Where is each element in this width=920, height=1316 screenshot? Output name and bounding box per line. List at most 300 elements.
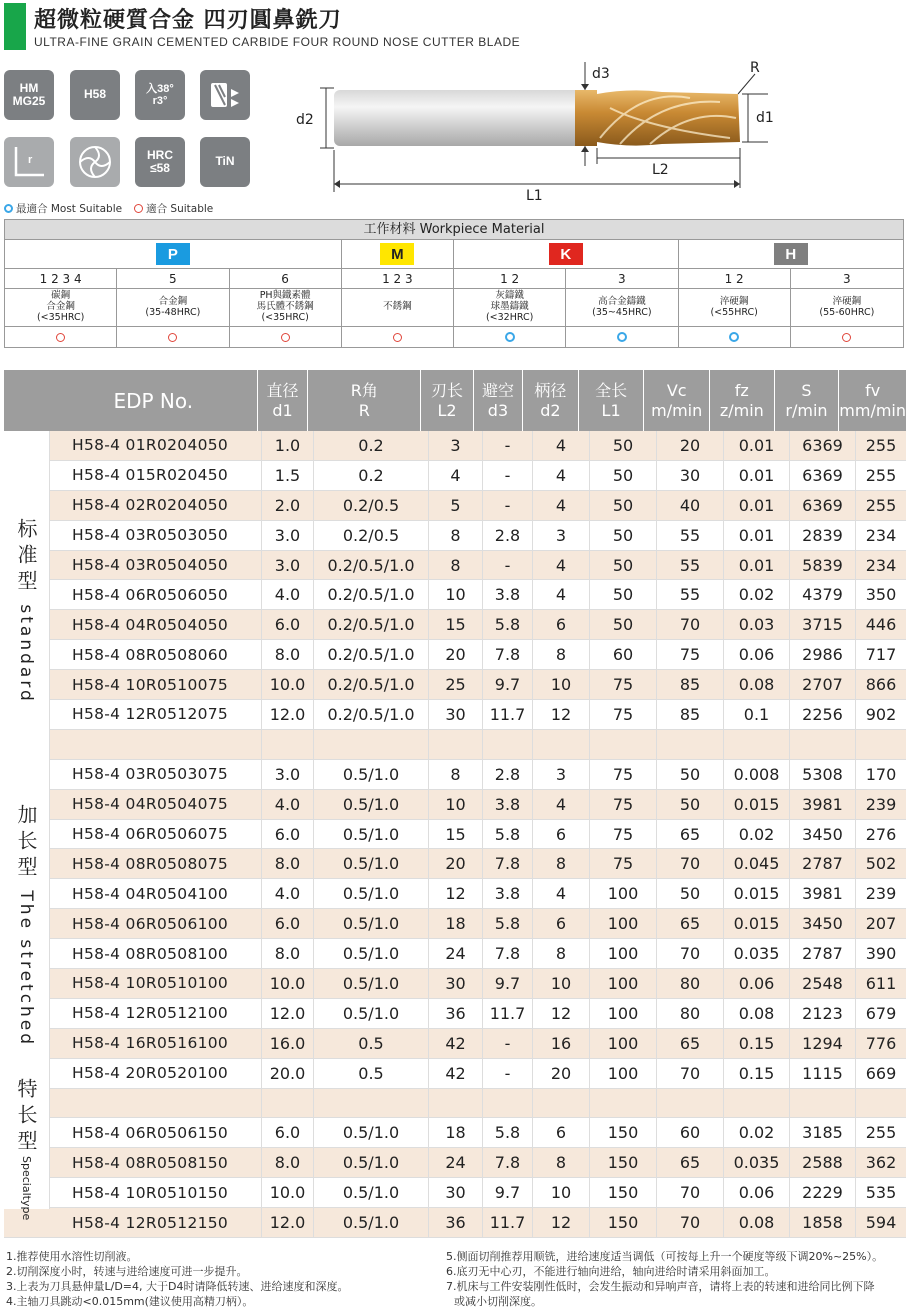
table-cell: 55 — [657, 551, 724, 580]
table-cell: - — [483, 491, 533, 520]
table-cell: 0.5/1.0 — [314, 939, 429, 968]
table-cell: 255 — [865, 1123, 897, 1143]
table-cell: 11.7 — [483, 1208, 533, 1237]
table-cell: 4 — [533, 491, 590, 520]
table-cell: 85 — [657, 700, 724, 729]
table-cell: 5839 — [790, 551, 856, 580]
column-header-line: 柄径 — [534, 381, 567, 401]
table-cell: 16.0 — [262, 1029, 314, 1058]
material-suit-cell — [5, 327, 117, 347]
table-row — [4, 1208, 906, 1238]
table-cell: 4 — [533, 551, 590, 580]
column-header-line: 避空 — [481, 381, 514, 401]
table-cell: 70 — [657, 610, 724, 639]
table-cell: 9.7 — [483, 1178, 533, 1207]
table-cell: 75 — [590, 670, 657, 699]
table-cell — [590, 1089, 657, 1118]
suitable-icon — [168, 333, 177, 342]
column-header — [258, 370, 309, 431]
table-cell: 866 — [865, 675, 897, 695]
table-cell: 0.2/0.5/1.0 — [314, 670, 429, 699]
material-group-p — [5, 240, 342, 268]
column-header-line: L1 — [601, 400, 621, 420]
suitability-legend: 最適合 Most Suitable 適合 Suitable — [4, 201, 213, 216]
table-cell: 50 — [657, 879, 724, 908]
material-group-k — [454, 240, 679, 268]
table-cell: 6 — [533, 610, 590, 639]
material-descriptions — [5, 289, 903, 327]
material-desc-line: PH與鐵素體 — [259, 290, 311, 302]
table-row — [4, 849, 906, 879]
table-cell: 8 — [429, 551, 483, 580]
material-suit-cell — [679, 327, 791, 347]
table-cell: 3.8 — [483, 580, 533, 609]
table-cell: 30 — [657, 461, 724, 490]
table-cell: 50 — [590, 461, 657, 490]
table-cell: 5308 — [790, 760, 856, 789]
table-cell: 12 — [533, 1208, 590, 1237]
table-cell: 80 — [657, 999, 724, 1028]
table-cell: 3 — [429, 431, 483, 460]
material-desc — [791, 289, 903, 326]
table-cell: 0.015 — [724, 909, 790, 938]
material-suit-cell — [791, 327, 903, 347]
table-cell: 6.0 — [262, 909, 314, 938]
table-cell: 717 — [865, 645, 897, 665]
table-cell: 0.5/1.0 — [314, 849, 429, 878]
column-header — [775, 370, 840, 431]
note-line: 5.侧面切削推荐用顺铣，进给速度适当调低（可按每上升一个硬度等级下调20%~25%）。 — [446, 1250, 884, 1263]
table-cell: 85 — [657, 670, 724, 699]
table-cell: 8 — [533, 1148, 590, 1177]
table-cell: 0.5/1.0 — [314, 820, 429, 849]
table-cell: 0.02 — [724, 580, 790, 609]
column-header — [4, 370, 258, 431]
column-header — [579, 370, 645, 431]
column-header — [523, 370, 579, 431]
table-cell: 70 — [657, 1208, 724, 1237]
table-cell: 6369 — [790, 431, 856, 460]
table-cell: 4.0 — [262, 790, 314, 819]
table-cell — [262, 730, 314, 759]
table-cell: 0.01 — [724, 521, 790, 550]
table-cell: 0.015 — [724, 790, 790, 819]
material-grade: 3 — [566, 269, 678, 288]
table-cell: 9.7 — [483, 969, 533, 998]
table-cell: 776 — [865, 1033, 897, 1053]
table-cell: 80 — [657, 969, 724, 998]
table-cell: 0.015 — [724, 879, 790, 908]
table-cell: 75 — [590, 700, 657, 729]
table-cell: - — [483, 1029, 533, 1058]
table-cell: 6369 — [790, 491, 856, 520]
table-cell: 7.8 — [483, 640, 533, 669]
table-cell: 6.0 — [262, 610, 314, 639]
table-cell: 390 — [865, 944, 897, 964]
table-cell: 4 — [533, 461, 590, 490]
table-cell: 535 — [865, 1183, 897, 1203]
table-cell: 100 — [590, 909, 657, 938]
table-cell: - — [483, 461, 533, 490]
material-suit-cell — [117, 327, 229, 347]
table-cell: 0.01 — [724, 551, 790, 580]
table-cell: 11.7 — [483, 999, 533, 1028]
table-cell: 1858 — [790, 1208, 856, 1237]
table-cell: 3715 — [790, 610, 856, 639]
table-row — [4, 969, 906, 999]
page-subtitle: ULTRA-FINE GRAIN CEMENTED CARBIDE FOUR ROUND NOSE CUTTER BLADE — [34, 35, 521, 49]
product-table — [4, 370, 906, 1238]
column-header — [839, 370, 906, 431]
material-grade: 1 2 3 — [342, 269, 454, 288]
table-cell: 2.0 — [262, 491, 314, 520]
table-cell: 0.5/1.0 — [314, 1118, 429, 1147]
l1-label: L1 — [526, 188, 543, 204]
column-header — [308, 370, 421, 431]
material-desc-line: (<35HRC) — [36, 311, 85, 323]
table-cell — [856, 730, 906, 759]
table-cell: 8.0 — [262, 640, 314, 669]
edp-cell: H58-4 08R0508075 — [50, 849, 262, 878]
material-desc-line: (35~45HRC) — [592, 306, 652, 318]
column-header — [474, 370, 523, 431]
table-cell: 207 — [865, 914, 897, 934]
table-cell: 25 — [429, 670, 483, 699]
table-cell: 20.0 — [262, 1059, 314, 1088]
edp-cell: H58-4 12R0512150 — [50, 1208, 262, 1237]
hardness-h58-icon: H58 — [70, 70, 120, 120]
table-cell: 150 — [590, 1148, 657, 1177]
table-row — [4, 760, 906, 790]
material-suitability — [5, 327, 903, 347]
edp-cell: H58-4 10R0510075 — [50, 670, 262, 699]
table-cell: 4 — [533, 580, 590, 609]
column-header-line: d3 — [487, 400, 509, 420]
table-cell: 8 — [533, 849, 590, 878]
table-cell: 2256 — [790, 700, 856, 729]
table-cell: 0.06 — [724, 640, 790, 669]
table-cell — [429, 1089, 483, 1118]
table-cell — [790, 1089, 856, 1118]
table-row — [4, 1059, 906, 1089]
table-cell: 3981 — [790, 879, 856, 908]
table-row — [4, 939, 906, 969]
column-header-line: R角 — [350, 381, 378, 401]
note-line: 4.主轴刀具跳动<0.015mm(建议使用高精刀柄）。 — [6, 1295, 254, 1308]
table-cell: 11.7 — [483, 700, 533, 729]
table-cell: 3.0 — [262, 551, 314, 580]
table-cell: 0.08 — [724, 999, 790, 1028]
table-cell: 2787 — [790, 939, 856, 968]
table-cell: 1294 — [790, 1029, 856, 1058]
table-cell: 5.8 — [483, 820, 533, 849]
material-suit-cell — [230, 327, 342, 347]
table-cell: 0.035 — [724, 1148, 790, 1177]
table-cell — [724, 730, 790, 759]
table-cell: 10 — [429, 790, 483, 819]
table-cell: 0.5 — [314, 1059, 429, 1088]
material-desc-line: 球墨鑄鐵 — [490, 301, 529, 313]
edp-cell: H58-4 01R0204050 — [50, 431, 262, 460]
table-cell: 669 — [865, 1063, 897, 1083]
table-cell — [657, 1089, 724, 1118]
material-desc-line: (35-48HRC) — [145, 306, 201, 318]
suitable-icon — [56, 333, 65, 342]
table-cell: 2123 — [790, 999, 856, 1028]
table-cell: 10 — [533, 1178, 590, 1207]
edp-cell: H58-4 04R0504050 — [50, 610, 262, 639]
table-cell: 0.06 — [724, 969, 790, 998]
table-cell: 75 — [590, 790, 657, 819]
table-row-spacer — [4, 730, 906, 760]
table-cell: 2839 — [790, 521, 856, 550]
material-desc-line: (<32HRC) — [485, 311, 534, 323]
table-row — [4, 790, 906, 820]
table-cell: 20 — [429, 640, 483, 669]
most-suitable-icon — [4, 204, 13, 213]
table-cell: 20 — [657, 431, 724, 460]
table-cell: 0.5/1.0 — [314, 999, 429, 1028]
table-cell: 24 — [429, 939, 483, 968]
table-cell: 20 — [533, 1059, 590, 1088]
table-cell: 36 — [429, 1208, 483, 1237]
table-cell: 3450 — [790, 909, 856, 938]
table-row — [4, 999, 906, 1029]
table-cell: 0.08 — [724, 670, 790, 699]
material-suit-cell — [342, 327, 454, 347]
table-cell: 70 — [657, 939, 724, 968]
category-special: 特长型Specialtype — [4, 1090, 50, 1209]
note-line: 7.机床与工件安装刚性低时，会发生振动和异响声音，请将上表的转速和进给同比例下降 — [446, 1280, 875, 1293]
table-cell: 0.03 — [724, 610, 790, 639]
table-cell: 18 — [429, 1118, 483, 1147]
table-cell: 100 — [590, 1029, 657, 1058]
table-cell — [533, 1089, 590, 1118]
column-header-line: EDP No. — [113, 388, 194, 413]
material-group-h — [679, 240, 904, 268]
table-cell: 15 — [429, 820, 483, 849]
table-cell: 0.2 — [314, 431, 429, 460]
table-row — [4, 580, 906, 610]
table-cell: 55 — [657, 521, 724, 550]
table-cell: 0.008 — [724, 760, 790, 789]
table-row — [4, 610, 906, 640]
table-row — [4, 521, 906, 551]
table-cell: 100 — [590, 1059, 657, 1088]
table-cell: 10 — [429, 580, 483, 609]
table-cell: 3.8 — [483, 879, 533, 908]
table-cell: 7.8 — [483, 1148, 533, 1177]
table-cell: 0.2/0.5 — [314, 521, 429, 550]
table-cell: 0.08 — [724, 1208, 790, 1237]
table-cell: - — [483, 551, 533, 580]
category-standard: 标准型 standard — [4, 431, 50, 790]
cutter-rotation-icon — [200, 70, 250, 120]
workpiece-material-table — [4, 219, 904, 348]
table-cell: 0.5/1.0 — [314, 1178, 429, 1207]
workpiece-title: 工作材料 Workpiece Material — [5, 220, 903, 240]
column-header — [421, 370, 474, 431]
material-desc-line: 淬硬鋼 — [832, 295, 862, 307]
table-cell: 4 — [533, 790, 590, 819]
edp-cell: H58-4 20R0520100 — [50, 1059, 262, 1088]
table-cell — [533, 730, 590, 759]
d3-label: d3 — [592, 66, 610, 82]
table-cell: 65 — [657, 909, 724, 938]
table-cell: 8 — [429, 521, 483, 550]
table-cell: 2229 — [790, 1178, 856, 1207]
table-cell: 8 — [533, 640, 590, 669]
table-cell: 0.15 — [724, 1029, 790, 1058]
column-header-line: L2 — [437, 400, 457, 420]
table-cell: 75 — [657, 640, 724, 669]
suitable-icon — [281, 333, 290, 342]
material-desc-line: 碳鋼 — [51, 290, 71, 302]
table-cell: 0.01 — [724, 461, 790, 490]
column-header-line: z/min — [719, 400, 764, 420]
table-cell: 611 — [865, 973, 897, 993]
table-cell: 10 — [533, 670, 590, 699]
table-row — [4, 640, 906, 670]
edp-cell: H58-4 03R0504050 — [50, 551, 262, 580]
table-cell — [314, 1089, 429, 1118]
edp-cell: H58-4 10R0510150 — [50, 1178, 262, 1207]
table-cell: 5.8 — [483, 610, 533, 639]
table-cell: 276 — [865, 824, 897, 844]
material-groups — [5, 240, 903, 269]
table-cell: 150 — [590, 1118, 657, 1147]
table-cell: 4 — [429, 461, 483, 490]
material-desc-line: (<35HRC) — [261, 311, 309, 323]
four-flute-icon — [70, 137, 120, 187]
edp-cell: H58-4 16R0516100 — [50, 1029, 262, 1058]
r-label: R — [750, 60, 760, 76]
table-cell: 2787 — [790, 849, 856, 878]
edp-cell: H58-4 03R0503075 — [50, 760, 262, 789]
column-header-line: m/min — [651, 400, 703, 420]
material-grade: 1 2 — [454, 269, 566, 288]
table-cell: 255 — [865, 495, 897, 515]
suitable-icon — [842, 333, 851, 342]
table-cell: 0.2/0.5/1.0 — [314, 700, 429, 729]
table-cell: 0.5/1.0 — [314, 760, 429, 789]
table-cell: 6369 — [790, 461, 856, 490]
column-header-line: S — [801, 381, 812, 401]
table-cell: 65 — [657, 1029, 724, 1058]
table-cell: 502 — [865, 854, 897, 874]
table-cell — [856, 1089, 906, 1118]
table-cell: 0.01 — [724, 491, 790, 520]
table-cell — [657, 730, 724, 759]
edp-cell: H58-4 04R0504100 — [50, 879, 262, 908]
table-row — [4, 551, 906, 581]
table-row — [4, 820, 906, 850]
table-cell: 50 — [590, 610, 657, 639]
table-cell: 36 — [429, 999, 483, 1028]
table-cell: 2707 — [790, 670, 856, 699]
table-cell: 0.045 — [724, 849, 790, 878]
table-cell: 255 — [865, 435, 897, 455]
table-cell: 12 — [533, 700, 590, 729]
material-grade: 1 2 3 4 — [5, 269, 117, 288]
table-cell: 4 — [533, 431, 590, 460]
table-cell: 70 — [657, 849, 724, 878]
table-cell: 0.5 — [314, 1029, 429, 1058]
table-cell: 4.0 — [262, 580, 314, 609]
table-cell: 0.5/1.0 — [314, 909, 429, 938]
table-cell: 30 — [429, 700, 483, 729]
table-row — [4, 670, 906, 700]
note-line: 2.切削深度小时，转速与进给速度可进一步提升。 — [6, 1265, 248, 1278]
material-badge-h: H — [774, 243, 808, 265]
table-cell: 5.8 — [483, 1118, 533, 1147]
suitable-icon — [134, 204, 143, 213]
table-cell: 2.8 — [483, 521, 533, 550]
column-header-line: 直径 — [266, 381, 299, 401]
column-header-line: 刃长 — [431, 381, 464, 401]
material-desc-line: 合金鋼 — [46, 301, 75, 313]
table-cell: 10.0 — [262, 969, 314, 998]
table-cell: 50 — [590, 521, 657, 550]
table-cell: 50 — [590, 551, 657, 580]
hrc-limit-icon: HRC ≤58 — [135, 137, 185, 187]
d2-label: d2 — [296, 112, 314, 128]
column-header-line: 全长 — [595, 381, 628, 401]
cutter-diagram — [290, 58, 774, 204]
table-cell: 15 — [429, 610, 483, 639]
table-cell: 0.1 — [724, 700, 790, 729]
table-cell: 8 — [533, 939, 590, 968]
table-cell: 16 — [533, 1029, 590, 1058]
material-desc — [5, 289, 117, 326]
note-line: 或减小切削深度。 — [454, 1295, 542, 1308]
table-cell: 24 — [429, 1148, 483, 1177]
table-body — [4, 431, 906, 1238]
note-line: 3.上表为刀具悬伸量L/D=4, 大于D4时请降低转速、进给速度和深度。 — [6, 1280, 349, 1293]
table-cell: 42 — [429, 1029, 483, 1058]
edp-cell: H58-4 08R0508100 — [50, 939, 262, 968]
table-cell: 8.0 — [262, 939, 314, 968]
table-cell: 1.5 — [262, 461, 314, 490]
table-row — [4, 1118, 906, 1148]
table-cell: 3.8 — [483, 790, 533, 819]
edp-cell: H58-4 08R0508060 — [50, 640, 262, 669]
table-cell: 30 — [429, 1178, 483, 1207]
corner-radius-icon — [4, 137, 54, 187]
material-grade: 6 — [230, 269, 342, 288]
material-badge-m: M — [380, 243, 414, 265]
material-desc — [342, 289, 454, 326]
table-cell: 3 — [533, 760, 590, 789]
table-cell: 75 — [590, 820, 657, 849]
table-row — [4, 491, 906, 521]
table-cell: 20 — [429, 849, 483, 878]
material-desc-line: 不銹鋼 — [383, 301, 412, 313]
table-cell: 55 — [657, 580, 724, 609]
table-cell: 594 — [865, 1213, 897, 1233]
table-cell: 100 — [590, 969, 657, 998]
table-cell: 3450 — [790, 820, 856, 849]
material-desc — [454, 289, 566, 326]
header-accent-bar — [4, 3, 26, 50]
edp-cell: H58-4 10R0510100 — [50, 969, 262, 998]
d1-label: d1 — [756, 110, 774, 126]
note-line: 6.底刃无中心刃，不能进行轴向进给，轴向进给时请采用斜面加工。 — [446, 1265, 776, 1278]
material-desc — [117, 289, 229, 326]
column-header-line: fv — [865, 381, 881, 401]
table-cell: 40 — [657, 491, 724, 520]
table-row — [4, 461, 906, 491]
